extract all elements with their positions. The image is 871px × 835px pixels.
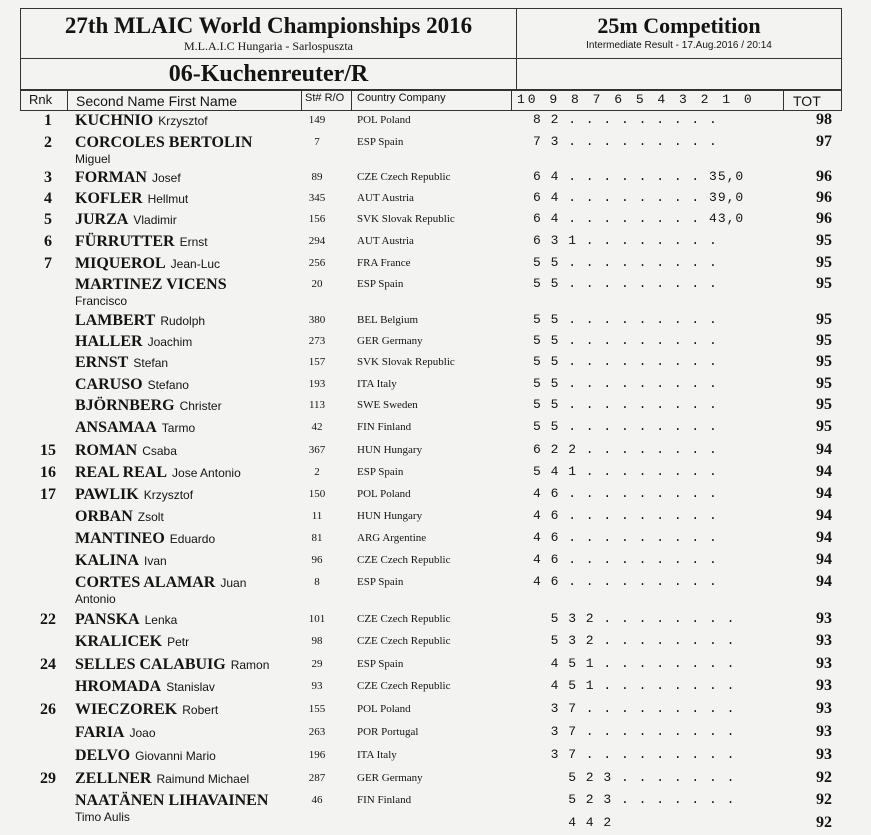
row-series: 6 2 2 . . . . . . . .: [533, 442, 718, 457]
row-name: [75, 417, 195, 439]
table-row: [0, 310, 871, 332]
table-row: [0, 352, 871, 374]
row-name: [75, 654, 269, 676]
row-total: 98: [816, 111, 832, 128]
row-country: ESP Spain: [357, 136, 404, 148]
row-rank: 24: [40, 656, 56, 673]
row-series: 8 2 . . . . . . . . .: [533, 112, 718, 127]
col-country: Country Company: [357, 92, 446, 104]
row-start-number: 193: [308, 378, 326, 390]
row-surname: ERNST: [75, 354, 129, 371]
row-rank: 6: [44, 233, 52, 250]
row-total: 93: [816, 723, 832, 740]
row-series: 4 5 1 . . . . . . . .: [533, 678, 736, 693]
row-name: [75, 231, 208, 253]
row-surname: FORMAN: [75, 169, 147, 186]
row-country: POL Poland: [357, 114, 411, 126]
row-country: BEL Belgium: [357, 314, 419, 326]
col-total: TOT: [793, 93, 821, 109]
row-country: CZE Czech Republic: [357, 635, 451, 647]
row-surname: ZELLNER: [75, 770, 152, 787]
row-total: 95: [816, 275, 832, 292]
row-series: 5 5 . . . . . . . . .: [533, 376, 718, 391]
row-name: [75, 462, 241, 484]
table-row: [0, 331, 871, 353]
row-total: 93: [816, 610, 832, 627]
row-name: [75, 768, 249, 790]
table-row: [0, 417, 871, 439]
row-firstname: Raimund Michael: [156, 772, 250, 786]
table-row: [0, 484, 871, 506]
row-firstname: Juan: [220, 576, 247, 590]
row-start-number: 149: [308, 114, 326, 126]
row-name-continued: Antonio: [75, 592, 116, 606]
row-start-number: 380: [308, 314, 326, 326]
row-start-number: 8: [314, 576, 320, 588]
row-series: 5 5 . . . . . . . . .: [533, 333, 718, 348]
row-firstname: Petr: [167, 635, 190, 649]
row-series: 5 5 . . . . . . . . .: [533, 419, 718, 434]
row-total: 92: [816, 814, 832, 831]
row-country: GER Germany: [357, 772, 423, 784]
row-start-number: 81: [311, 532, 323, 544]
row-surname: PAWLIK: [75, 486, 139, 503]
row-series: 3 7 . . . . . . . . .: [533, 724, 736, 739]
row-name: [75, 699, 218, 721]
row-firstname: Krzysztof: [158, 114, 208, 128]
row-series: 4 5 1 . . . . . . . .: [533, 656, 736, 671]
row-start-number: 157: [308, 356, 326, 368]
row-start-number: 156: [308, 213, 326, 225]
row-series: 5 2 3 . . . . . . .: [533, 792, 736, 807]
row-surname: MANTINEO: [75, 530, 165, 547]
row-name: [75, 484, 193, 506]
row-surname: LAMBERT: [75, 312, 156, 329]
table-row: [0, 550, 871, 572]
row-country: HUN Hungary: [357, 510, 423, 522]
row-country: AUT Austria: [357, 192, 414, 204]
row-surname: CARUSO: [75, 376, 143, 393]
row-rank: 2: [44, 134, 52, 151]
row-start-number: 2: [314, 466, 320, 478]
row-start-number: 287: [308, 772, 326, 784]
row-total: 95: [816, 232, 832, 249]
table-row: [0, 132, 871, 166]
row-firstname: Christer: [179, 399, 222, 413]
table-row: [0, 506, 871, 528]
row-series: 5 4 1 . . . . . . . .: [533, 464, 718, 479]
row-name: [75, 253, 220, 275]
row-country: FIN Finland: [357, 421, 412, 433]
row-name: [75, 352, 168, 374]
row-firstname: Stanislav: [166, 680, 215, 694]
row-start-number: 96: [311, 554, 323, 566]
row-surname: ANSAMAA: [75, 419, 157, 436]
row-name: [75, 631, 189, 653]
table-row: [0, 813, 871, 835]
row-country: ITA Italy: [357, 378, 397, 390]
row-start-number: 29: [311, 658, 323, 670]
row-total: 95: [816, 375, 832, 392]
table-row: [0, 440, 871, 462]
row-start-number: 20: [311, 278, 323, 290]
row-name: [75, 132, 257, 154]
table-row: [0, 462, 871, 484]
row-firstname: Jose Antonio: [172, 466, 241, 480]
row-surname: MIQUEROL: [75, 255, 166, 272]
row-surname: ROMAN: [75, 442, 138, 459]
row-country: ESP Spain: [357, 658, 404, 670]
table-row: [0, 395, 871, 417]
row-series: 6 4 . . . . . . . . 43,0: [533, 211, 745, 226]
row-firstname: Robert: [182, 703, 219, 717]
table-row: [0, 374, 871, 396]
table-row: [0, 110, 871, 132]
row-total: 95: [816, 332, 832, 349]
row-series: 4 6 . . . . . . . . .: [533, 552, 718, 567]
row-series: 5 5 . . . . . . . . .: [533, 354, 718, 369]
table-row: [0, 722, 871, 744]
row-surname: KOFLER: [75, 190, 143, 207]
row-surname: CORCOLES BERTOLIN: [75, 134, 253, 151]
row-firstname: Ivan: [144, 554, 167, 568]
row-country: GER Germany: [357, 335, 423, 347]
table-row: [0, 167, 871, 189]
row-series: 6 3 1 . . . . . . . .: [533, 233, 718, 248]
row-rank: 17: [40, 486, 56, 503]
row-country: FRA France: [357, 257, 411, 269]
row-firstname: Krzysztof: [143, 488, 194, 502]
row-firstname: Ernst: [179, 235, 208, 249]
row-country: ESP Spain: [357, 278, 404, 290]
event-title: 27th MLAIC World Championships 2016: [64, 13, 473, 38]
row-name: [75, 790, 273, 812]
row-start-number: 7: [314, 136, 320, 148]
row-surname: DELVO: [75, 747, 131, 764]
row-firstname: Hellmut: [147, 192, 189, 206]
col-start-number: St# R/O: [305, 92, 345, 104]
row-surname: ORBAN: [75, 508, 133, 525]
row-country: ARG Argentine: [357, 532, 427, 544]
row-firstname: Stefan: [133, 356, 169, 370]
row-total: 95: [816, 418, 832, 435]
row-series: 5 5 . . . . . . . . .: [533, 255, 718, 270]
row-surname: KRALICEK: [75, 633, 163, 650]
row-country: SWE Sweden: [357, 399, 418, 411]
row-name: [75, 395, 222, 417]
row-firstname: Jean-Luc: [170, 257, 221, 271]
row-country: HUN Hungary: [357, 444, 423, 456]
row-start-number: 93: [311, 680, 323, 692]
row-surname: HROMADA: [75, 678, 162, 695]
row-surname: NAATÄNEN LIHAVAINEN: [75, 792, 269, 809]
row-firstname: Csaba: [142, 444, 177, 458]
row-start-number: 89: [311, 171, 323, 183]
table-row: [0, 209, 871, 231]
row-surname: FARIA: [75, 724, 125, 741]
row-start-number: 367: [308, 444, 326, 456]
row-start-number: 150: [308, 488, 326, 500]
row-start-number: 98: [311, 635, 323, 647]
row-total: 94: [816, 551, 832, 568]
row-surname: BJÖRNBERG: [75, 397, 175, 414]
row-series: 5 3 2 . . . . . . . .: [533, 633, 736, 648]
row-rank: 22: [40, 611, 56, 628]
row-firstname: Giovanni Mario: [135, 749, 216, 763]
row-start-number: 196: [308, 749, 326, 761]
table-row: [0, 745, 871, 767]
row-series: 3 7 . . . . . . . . .: [533, 747, 736, 762]
table-row: [0, 253, 871, 275]
row-total: 95: [816, 353, 832, 370]
row-surname: SELLES CALABUIG: [75, 656, 226, 673]
row-series: 5 5 . . . . . . . . .: [533, 276, 718, 291]
result-info: Intermediate Result - 17.Aug.2016 / 20:14: [586, 40, 772, 51]
row-name: [75, 528, 215, 550]
row-total: 94: [816, 573, 832, 590]
row-firstname: Ramon: [230, 658, 270, 672]
col-name: Second Name First Name: [76, 93, 238, 109]
row-series: 4 6 . . . . . . . . .: [533, 486, 718, 501]
row-series: 6 4 . . . . . . . . 35,0: [533, 169, 745, 184]
row-surname: MARTINEZ VICENS: [75, 276, 227, 293]
row-rank: 7: [44, 255, 52, 272]
row-surname: FÜRRUTTER: [75, 233, 175, 250]
row-name: [75, 274, 232, 296]
row-total: 95: [816, 396, 832, 413]
row-start-number: 155: [308, 703, 326, 715]
group-title: 06-Kuchenreuter/R: [168, 61, 369, 87]
row-country: POL Poland: [357, 488, 411, 500]
row-series: 7 3 . . . . . . . . .: [533, 134, 718, 149]
row-name: [75, 745, 216, 767]
row-country: POL Poland: [357, 703, 411, 715]
table-row: [0, 188, 871, 210]
row-total: 97: [816, 133, 832, 150]
table-row: [0, 609, 871, 631]
row-country: CZE Czech Republic: [357, 680, 451, 692]
table-row: [0, 676, 871, 698]
row-total: 94: [816, 485, 832, 502]
event-subtitle: M.L.A.I.C Hungaria - Sarlospuszta: [184, 39, 353, 53]
table-row: [0, 654, 871, 676]
row-firstname: Lenka: [144, 613, 178, 627]
table-row: [0, 631, 871, 653]
row-name-continued: Miguel: [75, 152, 111, 166]
row-firstname: Rudolph: [160, 314, 206, 328]
row-country: ESP Spain: [357, 576, 404, 588]
row-firstname: Zsolt: [137, 510, 164, 524]
row-country: ESP Spain: [357, 466, 404, 478]
row-start-number: 101: [308, 613, 326, 625]
table-row: [0, 274, 871, 308]
row-name: [75, 550, 167, 572]
row-series: 6 4 . . . . . . . . 39,0: [533, 190, 745, 205]
competition-title: 25m Competition: [597, 13, 761, 38]
row-name: [75, 676, 215, 698]
row-firstname: Josef: [151, 171, 181, 185]
row-surname: PANSKA: [75, 611, 140, 628]
row-start-number: 263: [308, 726, 326, 738]
row-total: 92: [816, 769, 832, 786]
row-country: SVK Slovak Republic: [357, 356, 455, 368]
row-series: 5 5 . . . . . . . . .: [533, 397, 718, 412]
row-firstname: Joachim: [147, 335, 193, 349]
row-total: 93: [816, 700, 832, 717]
row-start-number: 345: [308, 192, 326, 204]
col-series: 10 9 8 7 6 5 4 3 2 1 0: [517, 92, 755, 107]
row-name-continued: Francisco: [75, 294, 128, 308]
row-start-number: 42: [311, 421, 323, 433]
row-name: [75, 188, 188, 210]
row-firstname: Vladimir: [133, 213, 177, 227]
row-rank: 4: [44, 190, 52, 207]
row-series: 5 2 3 . . . . . . .: [533, 770, 736, 785]
row-name: [75, 167, 181, 189]
row-firstname: Joao: [129, 726, 156, 740]
row-country: CZE Czech Republic: [357, 613, 451, 625]
row-name: [75, 722, 156, 744]
row-total: 94: [816, 529, 832, 546]
table-row: [0, 528, 871, 550]
row-name: [75, 209, 177, 231]
row-total: 93: [816, 677, 832, 694]
row-series: 4 4 2: [533, 815, 613, 830]
row-name: [75, 331, 192, 353]
row-series: 4 6 . . . . . . . . .: [533, 508, 718, 523]
row-series: 4 6 . . . . . . . . .: [533, 574, 718, 589]
row-name: [75, 440, 177, 462]
row-surname: JURZA: [75, 211, 129, 228]
row-rank: 5: [44, 211, 52, 228]
row-surname: REAL REAL: [75, 464, 168, 481]
row-firstname: Stefano: [147, 378, 189, 392]
row-total: 93: [816, 746, 832, 763]
row-total: 96: [816, 210, 832, 227]
row-country: SVK Slovak Republic: [357, 213, 455, 225]
row-country: CZE Czech Republic: [357, 171, 451, 183]
row-start-number: 256: [308, 257, 326, 269]
row-total: 95: [816, 254, 832, 271]
row-rank: 1: [44, 112, 52, 129]
row-series: 3 7 . . . . . . . . .: [533, 701, 736, 716]
row-total: 93: [816, 632, 832, 649]
row-firstname: Tarmo: [161, 421, 196, 435]
row-name: [75, 572, 246, 594]
col-rank: Rnk: [29, 92, 53, 107]
row-name: [75, 310, 205, 332]
row-series: 5 3 2 . . . . . . . .: [533, 611, 736, 626]
row-start-number: 46: [311, 794, 323, 806]
row-rank: 3: [44, 169, 52, 186]
row-total: 94: [816, 507, 832, 524]
row-name: [75, 506, 164, 528]
row-total: 94: [816, 463, 832, 480]
row-name: [75, 813, 80, 835]
row-surname: KALINA: [75, 552, 140, 569]
row-total: 92: [816, 791, 832, 808]
row-name: [75, 110, 208, 132]
row-total: 94: [816, 441, 832, 458]
row-country: AUT Austria: [357, 235, 414, 247]
row-country: CZE Czech Republic: [357, 554, 451, 566]
row-firstname: Eduardo: [169, 532, 216, 546]
row-series: 4 6 . . . . . . . . .: [533, 530, 718, 545]
row-total: 96: [816, 189, 832, 206]
row-start-number: 11: [311, 510, 323, 522]
row-rank: 29: [40, 770, 56, 787]
row-total: 93: [816, 655, 832, 672]
row-name: [75, 374, 189, 396]
row-total: 95: [816, 311, 832, 328]
table-row: [0, 231, 871, 253]
row-surname: CORTES ALAMAR: [75, 574, 216, 591]
row-rank: 15: [40, 442, 56, 459]
row-name: [75, 609, 177, 631]
row-name-continued: Timo Aulis: [75, 810, 130, 824]
row-surname: KUCHNIO: [75, 112, 154, 129]
row-country: ITA Italy: [357, 749, 397, 761]
row-series: 5 5 . . . . . . . . .: [533, 312, 718, 327]
row-start-number: 294: [308, 235, 326, 247]
row-country: POR Portugal: [357, 726, 419, 738]
row-country: FIN Finland: [357, 794, 412, 806]
row-surname: WIECZOREK: [75, 701, 178, 718]
table-row: [0, 768, 871, 790]
table-row: [0, 699, 871, 721]
table-row: [0, 572, 871, 606]
row-rank: 26: [40, 701, 56, 718]
row-total: 96: [816, 168, 832, 185]
row-start-number: 113: [308, 399, 326, 411]
row-rank: 16: [40, 464, 56, 481]
row-surname: HALLER: [75, 333, 143, 350]
row-start-number: 273: [308, 335, 326, 347]
